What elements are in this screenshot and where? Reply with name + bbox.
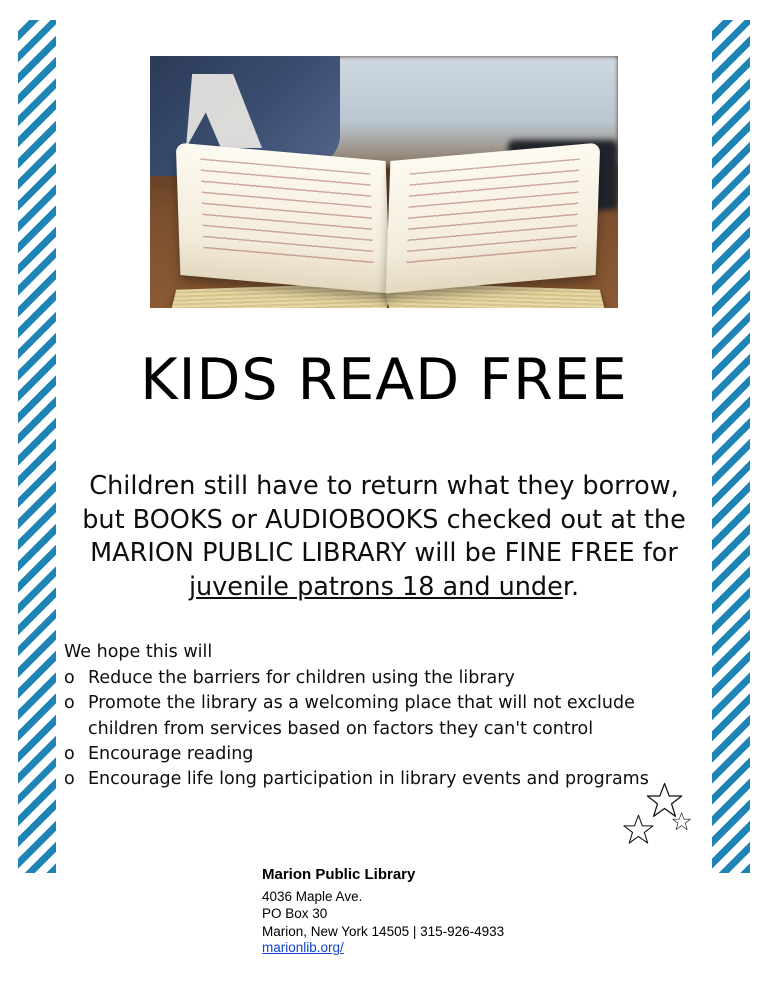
address-line-3: Marion, New York 14505 | 315-926-4933	[262, 923, 505, 939]
list-item-label: Promote the library as a welcoming place that will not exclude children from services based on factors they can't control	[88, 693, 635, 739]
bullet-marker-icon: o	[64, 668, 75, 689]
star-icon	[624, 815, 653, 843]
address-line-1: 4036 Maple Ave.	[262, 889, 363, 904]
lede-text-underlined: juvenile patrons 18 and unde	[188, 571, 563, 602]
address-line-2: PO Box 30	[262, 906, 328, 922]
organization-name: Marion Public Library	[262, 866, 416, 883]
stars-decoration	[622, 782, 702, 862]
photo-background	[150, 56, 618, 308]
lede-paragraph	[66, 470, 702, 605]
list-item-label: Encourage reading	[88, 743, 254, 764]
bullet-marker-icon: o	[64, 768, 75, 789]
bullet-marker-icon: o	[64, 693, 75, 714]
benefits-intro: We hope this will	[64, 642, 213, 662]
bullet-marker-icon: o	[64, 743, 75, 764]
lede-text-after: r.	[562, 571, 580, 602]
website-link[interactable]: marionlib.org/	[262, 939, 344, 955]
list-item-label: Reduce the barriers for children using the library	[88, 668, 515, 689]
lede-text-before: Children still have to return what they borrow, but BOOKS or AUDIOBOOKS checked out at the MARION PUBLIC LIBRARY will be FINE FREE for	[82, 471, 686, 569]
header-photo	[150, 56, 618, 308]
benefits-list	[64, 640, 708, 792]
list-item	[64, 691, 708, 741]
list-item	[64, 666, 708, 691]
page-title: KIDS READ FREE	[140, 347, 628, 413]
right-stripe-border	[712, 20, 750, 873]
photo-open-book	[178, 152, 598, 302]
footer-contact-block	[262, 866, 504, 955]
list-item	[64, 742, 708, 767]
list-item-label: Encourage life long participation in library events and programs	[88, 768, 649, 789]
left-stripe-border	[18, 20, 56, 873]
star-icon	[647, 784, 681, 817]
list-item	[64, 767, 708, 792]
photo-handwriting-right	[406, 158, 579, 269]
photo-handwriting-left	[200, 158, 373, 269]
